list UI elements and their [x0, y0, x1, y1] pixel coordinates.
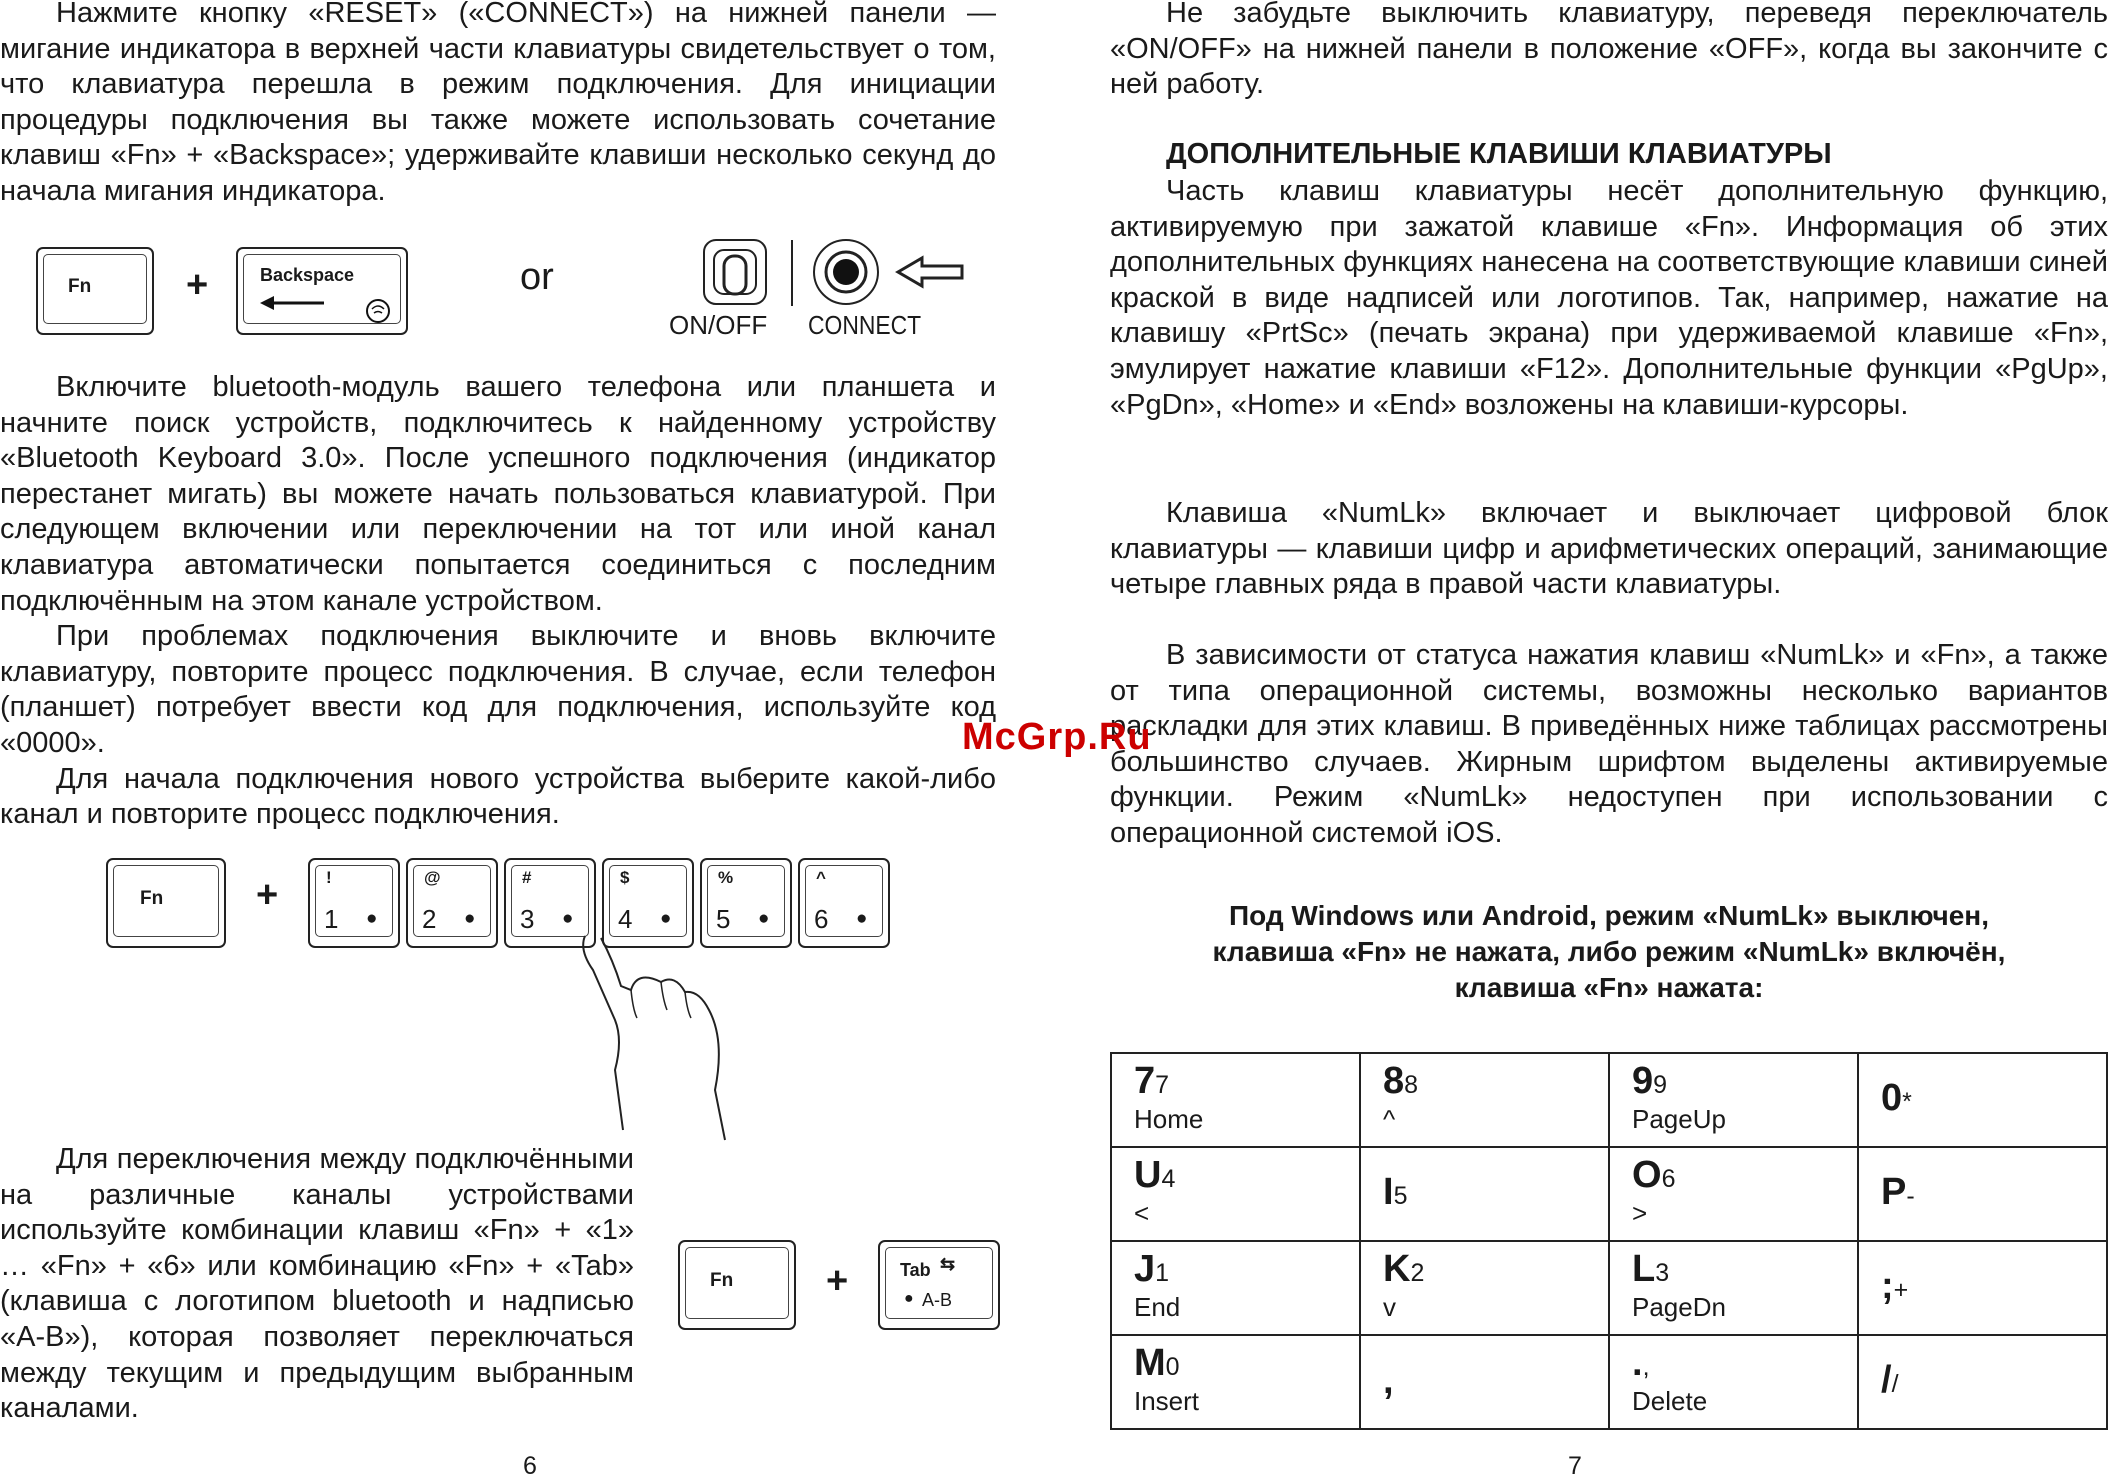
tab-arrows-icon: ⇆ [940, 1254, 956, 1274]
table-row [1111, 1147, 2107, 1241]
bluetooth-icon: ● [904, 1290, 914, 1307]
left-paras-2-4 [0, 370, 996, 833]
table-cell: O6 > [1609, 1147, 1858, 1241]
table-cell: J1 End [1111, 1241, 1360, 1335]
table-cell: 88 ^ [1360, 1053, 1609, 1147]
pointing-hand-icon [575, 930, 745, 1145]
right-para-4: В зависимости от статуса нажатия клавиш «NumLk» и «Fn», а также от типа операционной системы, возможны несколько вариантов раскладки для этих клавиш. В приведённых ниже таблицах рассмотрены большинство случаев. Жирным шрифтом выделены активируемые функции. Режим «NumLk» недоступен при использовании с операционной системой iOS. [1110, 639, 2108, 849]
numlock-table [1110, 1052, 2108, 1430]
table-cell: M0 Insert [1111, 1335, 1360, 1429]
table-cell: 99 PageUp [1609, 1053, 1858, 1147]
table-caption: Под Windows или Android, режим «NumLk» выключен, клавиша «Fn» не нажата, либо режим «NumLk» включён, клавиша «Fn» нажата: [1212, 900, 2006, 1003]
backspace-arrow-icon [260, 291, 390, 325]
table-cell: P- [1858, 1147, 2107, 1241]
table-cell: K2 v [1360, 1241, 1609, 1335]
table-row [1111, 1241, 2107, 1335]
bluetooth-icon: ● [660, 908, 672, 929]
channel-key-1: ! 1 ● [308, 858, 400, 948]
page-number-left: 6 [523, 1452, 537, 1480]
table-cell: L3 PageDn [1609, 1241, 1858, 1335]
section-heading: ДОПОЛНИТЕЛЬНЫЕ КЛАВИШИ КЛАВИАТУРЫ [1166, 138, 1832, 170]
left-para-3: При проблемах подключения выключите и вновь включите клавиатуру, повторите процесс подключения. В случае, если телефон (планшет) потребует ввести код для подключения, используйте код «0000». [0, 620, 996, 759]
bluetooth-icon: ● [464, 908, 476, 929]
bluetooth-icon: ● [856, 908, 868, 929]
bluetooth-icon: ● [562, 908, 574, 929]
plus-sign: + [186, 264, 209, 306]
left-para-1: Нажмите кнопку «RESET» («CONNECT») на нижней панели — мигание индикатора в верхней части клавиатуры свидетельствует о том, что клавиатура перешла в режим подключения. Для инициации процедуры подключения вы также можете использовать сочетание клавиш «Fn» + «Backspace»; удерживайте клавиши несколько секунд до начала мигания индикатора. [0, 0, 996, 207]
table-cell: ., Delete [1609, 1335, 1858, 1429]
right-para-3: Клавиша «NumLk» включает и выключает цифровой блок клавиатуры — клавиши цифр и арифметических операций, занимающие четыре главных ряда в правой части клавиатуры. [1110, 497, 2108, 601]
table-cell: U4 < [1111, 1147, 1360, 1241]
bluetooth-icon: ● [758, 908, 770, 929]
channel-key-6: ^ 6 ● [798, 858, 890, 948]
table-cell: I5 [1360, 1147, 1609, 1241]
switches-diagram [700, 236, 970, 308]
fn-key-3: Fn [678, 1240, 796, 1330]
connect-label: CONNECT [808, 310, 922, 340]
table-cell: 0* [1858, 1053, 2107, 1147]
left-para-4: Для начала подключения нового устройства выберите какой-либо канал и повторите процесс подключения. [0, 762, 996, 831]
left-para-5: Для переключения между подключёнными на различные каналы устройствами используйте комбинации клавиш «Fn» + «1» … «Fn» + «6» или комбинацию «Fn» + «Tab» (клавиша с логотипом bluetooth и надписью «A-B»), которая позволяет переключаться между текущим и предыдущим выбранным каналами. [0, 1143, 634, 1425]
table-row [1111, 1335, 2107, 1429]
page-number-right: 7 [1568, 1452, 1582, 1480]
onoff-label: ON/OFF [669, 310, 768, 340]
table-cell: // [1858, 1335, 2107, 1429]
table-cell: ;+ [1858, 1241, 2107, 1335]
table-cell: 77 Home [1111, 1053, 1360, 1147]
channel-key-2: @ 2 ● [406, 858, 498, 948]
channel-key-3: # 3 ● [504, 858, 596, 948]
tab-key: Tab ⇆ A-B ● [878, 1240, 1000, 1330]
right-para-2: Часть клавиш клавиатуры несёт дополнительную функцию, активируемую при зажатой клавише «Fn». Информация об этих дополнительных функциях нанесена на соответствующие клавиши синей краской в виде надписей или логотипов. Так, например, нажатие на клавишу «PrtSc» (печать экрана) при удерживаемой клавише «Fn», эмулирует нажатие клавиши «F12». Дополнительные функции «PgUp», «PgDn», «Home» и «End» возложены на клавиши-курсоры. [1110, 175, 2108, 421]
fn-key: Fn [36, 247, 154, 335]
backspace-key: Backspace [236, 247, 408, 335]
left-para-2: Включите bluetooth-модуль вашего телефона или планшета и начните поиск устройств, подключитесь к найденному устройству «Bluetooth Keyboard 3.0». После успешного подключения (индикатор перестанет мигать) вы можете начать пользоваться клавиатурой. При следующем включении или переключении на тот или иной канал клавиатура автоматически попытается соединиться с последним подключённым на этом канале устройством. [0, 371, 996, 617]
bluetooth-icon: ● [366, 908, 378, 929]
table-cell: , [1360, 1335, 1609, 1429]
plus-sign-3: + [826, 1260, 849, 1302]
right-para-1: Не забудьте выключить клавиатуру, переведя переключатель «ON/OFF» на нижней панели в положение «OFF», когда вы закончите с ней работу. [1110, 0, 2108, 101]
plus-sign-2: + [256, 874, 279, 916]
table-row [1111, 1053, 2107, 1147]
fn-key-2: Fn [106, 858, 226, 948]
watermark: McGrp.Ru [962, 716, 1152, 758]
channel-key-4: $ 4 ● [602, 858, 694, 948]
channel-key-5: % 5 ● [700, 858, 792, 948]
or-label: or [520, 256, 554, 298]
